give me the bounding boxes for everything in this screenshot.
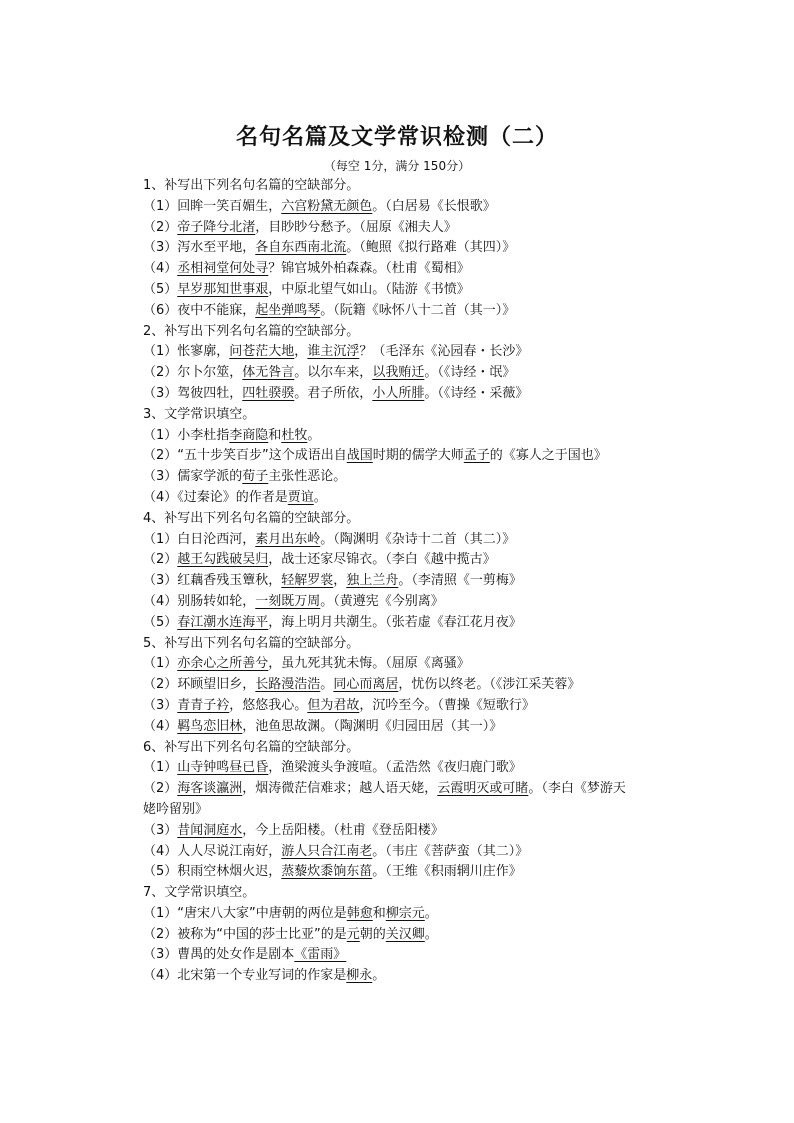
line-text: 。（黄遵宪《今别离》	[320, 593, 444, 609]
line-text: 。君子所依，	[294, 385, 373, 401]
line-text: 。（王维《积雨辋川庄作》	[372, 864, 522, 880]
line-text: ，	[333, 573, 347, 589]
text-line	[143, 862, 663, 883]
answer-text: 越王勾践破吴归	[177, 552, 269, 568]
line-text: 7、文学常识填空。	[143, 885, 256, 901]
text-line	[143, 197, 663, 218]
text-line	[143, 342, 663, 363]
answer-text: 韩愈	[346, 905, 373, 921]
answer-text: 昔闻洞庭水	[177, 822, 243, 838]
text-line	[143, 842, 663, 863]
answer-text: 同心而离居	[333, 677, 399, 693]
text-line	[143, 634, 663, 655]
line-text: （5）积雨空林烟火迟，	[143, 864, 282, 880]
text-line	[143, 550, 663, 571]
answer-text: 问苍茫大地	[229, 344, 295, 360]
text-line	[143, 446, 663, 467]
answer-text: 谁主沉浮	[307, 344, 360, 360]
text-line	[143, 363, 663, 384]
answer-text: 柳宗元	[385, 905, 425, 921]
line-text: 6、补写出下列名句名篇的空缺部分。	[143, 739, 360, 755]
line-text: ，沉吟至今。（曹操《短歌行》	[359, 697, 535, 713]
line-text: 的《寡人之于国也》	[489, 448, 607, 464]
line-text: 。（李清照《一剪梅》	[398, 573, 522, 589]
text-line	[143, 280, 663, 301]
text-line	[143, 259, 663, 280]
line-text: 4、补写出下列名句名篇的空缺部分。	[143, 510, 360, 526]
line-text: （3）驾彼四牡，	[143, 385, 243, 401]
line-text: ，目眇眇兮愁予。（屈原《湘夫人》	[255, 219, 457, 235]
line-text: 。（鲍照《拟行路难（其四）》	[346, 240, 516, 256]
line-text: ，烟涛微茫信难求；越人语天姥，	[242, 781, 438, 797]
text-line	[143, 467, 663, 488]
line-text: 。	[313, 489, 327, 505]
line-text: 时期的儒学大师	[372, 448, 464, 464]
answer-text: 海客谈瀛洲	[177, 781, 243, 797]
line-text: （1）怅寥廓，	[143, 344, 230, 360]
answer-text: 青青子衿	[177, 697, 230, 713]
answer-text: 柳永	[346, 968, 373, 984]
answer-text: 早岁那知世事艰	[177, 281, 269, 297]
text-line	[143, 925, 663, 946]
line-text: （2）	[143, 781, 178, 797]
line-text: ，悠悠我心。	[229, 697, 308, 713]
line-text: 。	[307, 427, 321, 443]
text-line	[143, 405, 663, 426]
line-text: （5）	[143, 614, 178, 630]
line-text: （2）	[143, 552, 178, 568]
answer-text: 蒸藜炊黍饷东菑	[281, 864, 373, 880]
line-text: 朝的	[359, 926, 386, 942]
line-text: ？锦官城外柏森森。（杜甫《蜀相》	[268, 261, 470, 277]
answer-text: 李商隐	[229, 427, 269, 443]
answer-text: 起坐弹鸣琴	[255, 302, 321, 318]
text-line	[143, 592, 663, 613]
line-text: 。（李白《梦游天	[528, 781, 626, 797]
line-text: ？（毛泽东《沁园春・长沙》	[359, 344, 529, 360]
line-text: （3）儒家学派的	[143, 469, 243, 485]
line-text: （1）	[143, 760, 178, 776]
line-text: 和	[372, 905, 386, 921]
line-text: 。以尔车来，	[294, 365, 373, 381]
line-text: 。（《诗经・氓》	[424, 365, 516, 381]
answer-text: 长路漫浩浩	[255, 677, 321, 693]
line-text: 1、补写出下列名句名篇的空缺部分。	[143, 178, 360, 193]
text-line	[143, 509, 663, 530]
line-text: （1）小李杜指	[143, 427, 230, 443]
answer-text: 轻解罗裳	[281, 573, 334, 589]
answer-text: 孟子	[463, 448, 490, 464]
answer-text: 云霞明灭或可睹	[437, 781, 529, 797]
text-line	[143, 238, 663, 259]
line-text: 。	[372, 968, 386, 984]
text-line	[143, 301, 663, 322]
line-text: ，忧伤以终老。（《涉江采芙蓉》	[398, 677, 581, 693]
answer-text: 荀子	[242, 469, 269, 485]
text-line	[143, 800, 663, 821]
line-text: ，海上明月共潮生。（张若虚《春江花月夜》	[268, 614, 522, 630]
answer-text: 贾谊	[287, 489, 314, 505]
text-line	[143, 488, 663, 509]
line-text: 。	[424, 905, 438, 921]
line-text: 。（白居易《长恨歌》	[372, 198, 496, 214]
text-line	[143, 426, 663, 447]
line-text: （1）“唐宋八大家”中唐朝的两位是	[143, 905, 347, 921]
answer-text: 独上兰舟	[346, 573, 399, 589]
text-line	[143, 571, 663, 592]
answer-text: 一刻既万周	[255, 593, 321, 609]
line-text: （2）“五十步笑百步”这个成语出自	[143, 448, 347, 464]
line-text: （4）	[143, 718, 178, 734]
line-text: ，今上岳阳楼。（杜甫《登岳阳楼》	[242, 822, 444, 838]
answer-text: 春江潮水连海平	[177, 614, 269, 630]
line-text: （2）尔卜尔筮，	[143, 365, 243, 381]
text-line	[143, 717, 663, 738]
line-text: 。	[320, 677, 334, 693]
text-line	[143, 530, 663, 551]
text-line	[143, 675, 663, 696]
line-text: （1）白日沦西河，	[143, 531, 256, 547]
answer-text: 四牡骙骙	[242, 385, 295, 401]
line-text: （3）	[143, 697, 178, 713]
text-line	[143, 218, 663, 239]
line-text: （6）夜中不能寐，	[143, 302, 256, 318]
text-line	[143, 821, 663, 842]
answer-text: 素月出东岭	[255, 531, 321, 547]
line-text: 。（韦庄《菩萨蛮（其二）》	[372, 843, 529, 859]
line-text: ，虽九死其犹未悔。（屈原《离骚》	[268, 656, 470, 672]
text-line	[143, 883, 663, 904]
line-text: ，渔梁渡头争渡喧。（孟浩然《夜归鹿门歌》	[268, 760, 522, 776]
answer-text: 杜牧	[281, 427, 308, 443]
line-text: （2）环顾望旧乡，	[143, 677, 256, 693]
page-subtitle: （每空 1分，满分 150分）	[323, 159, 471, 173]
line-text: 2、补写出下列名句名篇的空缺部分。	[143, 323, 360, 339]
text-line	[143, 758, 663, 779]
text-line	[143, 384, 663, 405]
line-text: 姥吟留别》	[143, 801, 209, 817]
line-text: （3）泻水至平地，	[143, 240, 256, 256]
line-text: 5、补写出下列名句名篇的空缺部分。	[143, 635, 360, 651]
line-text: （4）北宋第一个专业写词的作家是	[143, 968, 347, 984]
line-text: （2）	[143, 219, 178, 235]
answer-text: 游人只合江南老	[281, 843, 373, 859]
line-text: ，池鱼思故渊。（陶渊明《归园田居（其一）》	[242, 718, 503, 734]
answer-text: 山寺钟鸣昼已昏	[177, 760, 269, 776]
line-text: （3）	[143, 822, 178, 838]
line-text: （2）被称为“中国的莎士比亚”的是	[143, 926, 347, 942]
answer-text: 亦余心之所善兮	[177, 656, 269, 672]
answer-text: 关汉卿	[385, 926, 425, 942]
line-text: 。（陶渊明《杂诗十二首（其二）》	[320, 531, 516, 547]
answer-text: 但为君故	[307, 697, 360, 713]
text-line	[143, 322, 663, 343]
line-text: （3）红藕香残玉簟秋，	[143, 573, 282, 589]
answer-text: 各自东西南北流	[255, 240, 347, 256]
line-text: （4）别肠转如轮，	[143, 593, 256, 609]
text-line	[143, 966, 663, 987]
line-text: （1）回眸一笑百媚生，	[143, 198, 282, 214]
line-text: 和	[268, 427, 282, 443]
answer-text: 以我贿迁	[372, 365, 425, 381]
line-text: 。（《诗经・采薇》	[424, 385, 529, 401]
answer-text: 羁鸟恋旧林	[177, 718, 243, 734]
text-line	[143, 945, 663, 966]
line-text: （1）	[143, 656, 178, 672]
answer-text: 丞相祠堂何处寻	[177, 261, 269, 277]
answer-text: 帝子降兮北渚	[177, 219, 256, 235]
line-text: 。	[424, 926, 438, 942]
line-text: （3）曹禺的处女作是剧本	[143, 947, 295, 963]
line-text: （4）	[143, 261, 178, 277]
text-line	[143, 779, 663, 800]
answer-text: 体无咎言	[242, 365, 295, 381]
answer-text: 六宫粉黛无颜色	[281, 198, 373, 214]
answer-text: 小人所腓	[372, 385, 425, 401]
line-text: （5）	[143, 281, 178, 297]
line-text: （4）人人尽说江南好，	[143, 843, 282, 859]
line-text: ，中原北望气如山。（陆游《书愤》	[268, 281, 470, 297]
text-line	[143, 696, 663, 717]
answer-text: 《雷雨》	[294, 947, 347, 963]
text-line	[143, 738, 663, 759]
line-text: 。（阮籍《咏怀八十二首（其一）》	[320, 302, 516, 318]
line-text: 主张性恶论。	[268, 469, 347, 485]
answer-text: 战国	[346, 448, 373, 464]
document-body	[143, 176, 663, 987]
text-line	[143, 613, 663, 634]
page-title: 名句名篇及文学常识检测（二）	[235, 125, 558, 150]
text-line	[143, 654, 663, 675]
line-text: ，战士还家尽锦衣。（李白《越中揽古》	[268, 552, 496, 568]
text-line	[143, 904, 663, 925]
line-text: （4）《过秦论》的作者是	[143, 489, 288, 505]
line-text: 3、文学常识填空。	[143, 406, 256, 422]
text-line	[143, 176, 663, 197]
line-text: ，	[294, 344, 308, 360]
answer-text: 元	[346, 926, 360, 942]
